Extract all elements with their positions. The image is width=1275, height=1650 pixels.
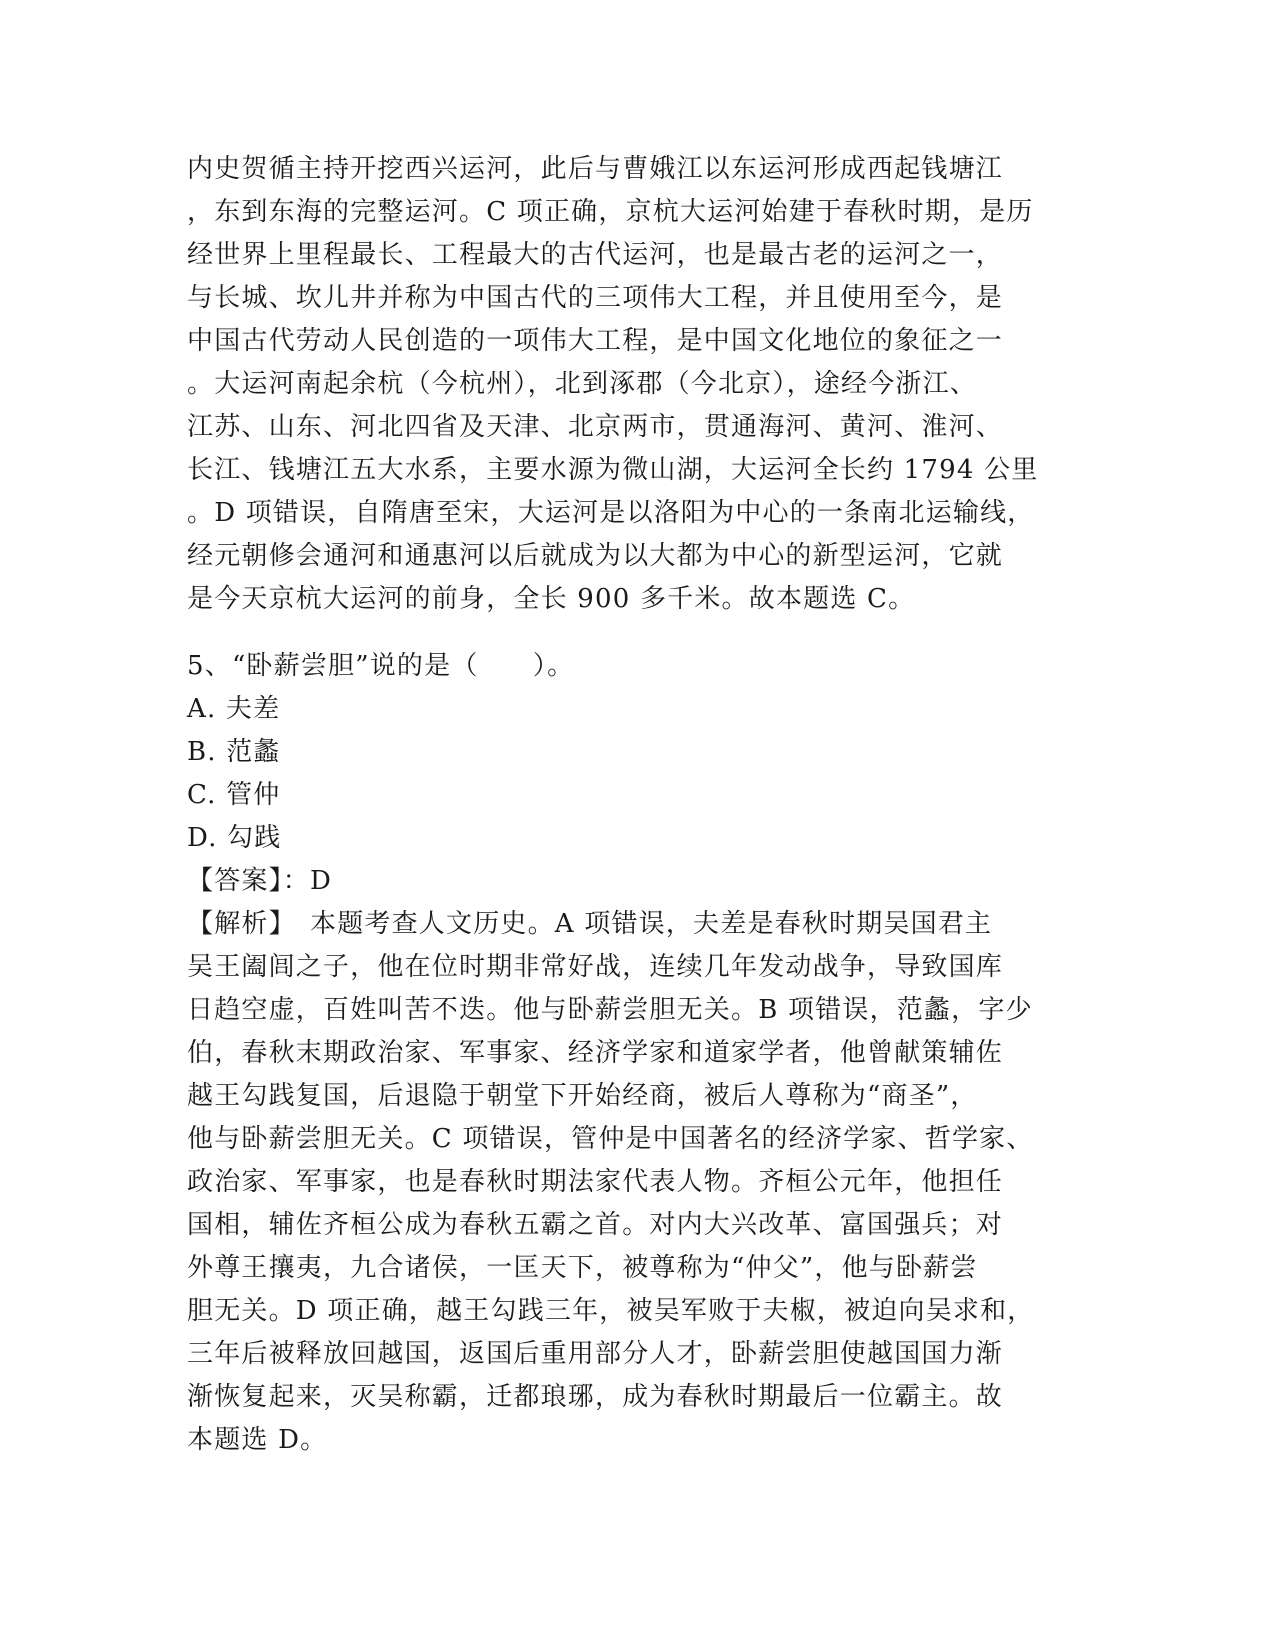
explanation-line: 中国古代劳动人民创造的一项伟大工程，是中国文化地位的象征之一 <box>187 326 1004 356</box>
analysis-line: 吴王阖闾之子，他在位时期非常好战，连续几年发动战争，导致国库 <box>187 952 1004 982</box>
analysis-line: 国相，辅佐齐桓公成为春秋五霸之首。对内大兴改革、富国强兵；对 <box>187 1210 1004 1240</box>
previous-explanation <box>187 148 1092 621</box>
analysis-line: 三年后被释放回越国，返国后重用部分人才，卧薪尝胆使越国国力渐 <box>187 1339 1004 1369</box>
explanation-line: 长江、钱塘江五大水系，主要水源为微山湖，大运河全长约 1794 公里 <box>187 455 1039 485</box>
analysis-line: 日趋空虚，百姓叫苦不迭。他与卧薪尝胆无关。B 项错误，范蠡，字少 <box>187 995 1033 1025</box>
answer-line: 【答案】：D <box>187 866 333 896</box>
analysis-line: 他与卧薪尝胆无关。C 项错误，管仲是中国著名的经济学家、哲学家、 <box>187 1124 1034 1154</box>
analysis-line: 胆无关。D 项正确，越王勾践三年，被吴军败于夫椒，被迫向吴求和， <box>187 1296 1035 1326</box>
question-block <box>187 645 1092 1462</box>
explanation-line: 经元朝修会通河和通惠河以后就成为以大都为中心的新型运河，它就 <box>187 541 1004 571</box>
document-page <box>187 148 1092 1462</box>
analysis-line: 渐恢复起来，灭吴称霸，迁都琅琊，成为春秋时期最后一位霸主。故 <box>187 1382 1004 1412</box>
explanation-line: 江苏、山东、河北四省及天津、北京两市，贯通海河、黄河、淮河、 <box>187 412 1004 442</box>
option-c: C. 管仲 <box>187 780 281 810</box>
explanation-line: 是今天京杭大运河的前身，全长 900 多千米。故本题选 C。 <box>187 584 916 614</box>
explanation-line: 。D 项错误，自隋唐至宋，大运河是以洛阳为中心的一条南北运输线， <box>187 498 1035 528</box>
analysis-line: 政治家、军事家，也是春秋时期法家代表人物。齐桓公元年，他担任 <box>187 1167 1004 1197</box>
explanation-line: 经世界上里程最长、工程最大的古代运河，也是最古老的运河之一， <box>187 240 1004 270</box>
explanation-line: 与长城、坎儿井并称为中国古代的三项伟大工程，并且使用至今，是 <box>187 283 1004 313</box>
analysis-line: 【解析】 本题考查人文历史。A 项错误，夫差是春秋时期吴国君主 <box>187 909 993 939</box>
option-a: A. 夫差 <box>187 694 281 724</box>
analysis <box>187 903 1092 1462</box>
question-stem: 5、“卧薪尝胆”说的是（ ）。 <box>187 651 575 681</box>
section-gap <box>187 621 1092 645</box>
explanation-line: 。大运河南起余杭（今杭州），北到涿郡（今北京），途经今浙江、 <box>187 369 978 399</box>
option-b: B. 范蠡 <box>187 737 281 767</box>
analysis-line: 伯，春秋末期政治家、军事家、经济学家和道家学者，他曾献策辅佐 <box>187 1038 1004 1068</box>
option-d: D. 勾践 <box>187 823 282 853</box>
explanation-line: 内史贺循主持开挖西兴运河，此后与曹娥江以东运河形成西起钱塘江 <box>187 154 1004 184</box>
analysis-line: 外尊王攘夷，九合诸侯，一匡天下，被尊称为“仲父”，他与卧薪尝 <box>187 1253 978 1283</box>
analysis-line: 本题选 D。 <box>187 1425 328 1455</box>
analysis-line: 越王勾践复国，后退隐于朝堂下开始经商，被后人尊称为“商圣”， <box>187 1081 978 1111</box>
explanation-line: ，东到东海的完整运河。C 项正确，京杭大运河始建于春秋时期，是历 <box>187 197 1034 227</box>
